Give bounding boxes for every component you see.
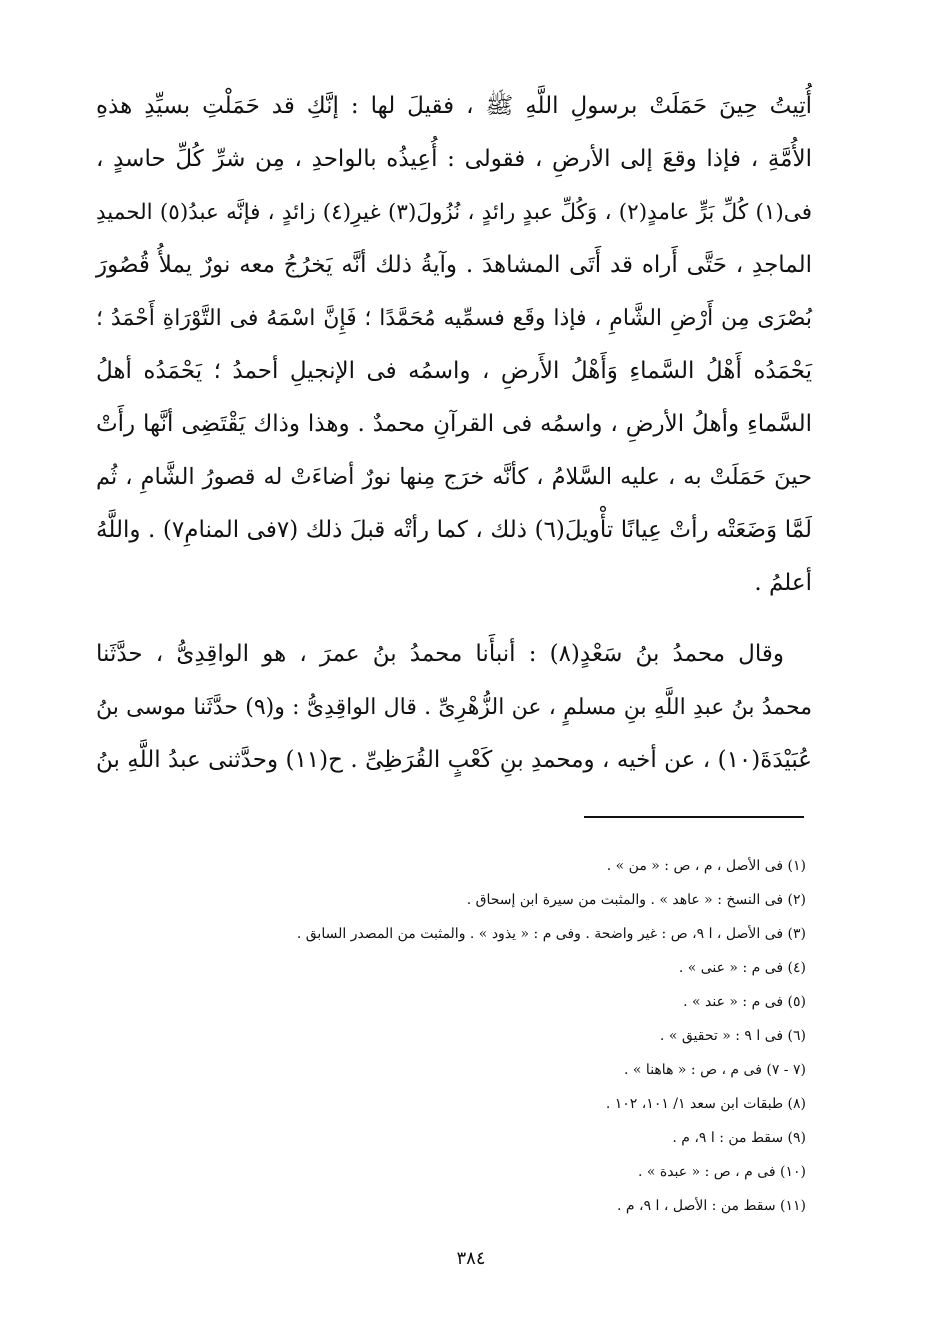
footnote: (٥) فى م : « عند » . [683,994,806,1010]
text-line: أعلمُ . [754,570,812,596]
text-line: الماجدِ ، حَتَّى أَراه قد أَتَى المشاهدَ . وآيةُ ذلك أنَّه يَخرُجُ معه نورٌ يملأُ قُصُورَ [96,252,812,278]
paragraph-2 [96,628,812,787]
text-line: بُصْرَى مِن أَرْضِ الشَّامِ ، فإذا وقَع فسمِّيه مُحَمَّدًا ؛ فَإِنَّ اسْمَهُ فى التَّوْرَاةِ أَحْمَدُ ؛ [96,306,812,331]
text-line: لَمَّا وَضَعَتْه رأتْ عِيانًا تأْويلَ(٦) ذلك ، كما رأتْه قبلَ ذلك (٧فى المنامِ٧) . واللَّهُ [96,517,813,543]
text-line: الأُمَّةِ ، فإذا وقعَ إلى الأرضِ ، فقولى : أُعِيذُه بالواحدِ ، مِن شرِّ كُلِّ حاسدٍ ، [96,146,812,172]
page-number: ٣٨٤ [456,1248,486,1269]
footnote: (٩) سقط من : ا ٩، م . [672,1130,806,1146]
footnote: (١٠) فى م ، ص : « عبدة » . [637,1164,806,1180]
text-line: محمدُ بنُ عبدِ اللَّهِ بنِ مسلمٍ ، عن الزُّهْرِىِّ . قال الواقِدِىُّ : و(٩) حدَّثَنا موسى بنُ [96,695,812,720]
text-line: فى(١) كُلِّ بَرٍّ عامدٍ(٢) ، وَكُلِّ عبدٍ رائدٍ ، نُزُولَ(٣) غيرِ(٤) زائدٍ ، فإنَّه عبدُ(٥) الحميدِ [96,200,813,225]
text-line: عُبَيْدَةَ(١٠) ، عن أخيه ، ومحمدِ بنِ كَعْبٍ القُرَظِىِّ . ح(١١) وحدَّثنى عبدُ اللَّهِ بنُ [96,747,812,773]
footnote: (٨) طبقات ابن سعد ١/ ١٠١، ١٠٢ . [605,1096,806,1112]
text-line: حينَ حَمَلَتْ به ، عليه السَّلامُ ، كأنَّه خرَج مِنها نورٌ أضاءَتْ له قصورُ الشَّامِ ، ثُم [96,464,812,490]
text-line: أُتِيتُ حِينَ حَمَلَتْ برسولِ اللَّهِ ﷺ ، فقيلَ لها : إنَّكِ قد حَمَلْتِ بسيِّدِ هذهِ [96,93,812,119]
text-line: السَّماءِ وأهلُ الأرضِ ، واسمُه فى القرآنِ محمدٌ . وهذا وذاك يَقْتَضِى أنَّها رأَتْ [96,411,812,437]
footnote: (٢) فى النسخ : « عاهد » . والمثبت من سيرة ابن إسحاق . [466,892,806,908]
text-line: وقال محمدُ بنُ سَعْدٍ(٨) : أنبأَنا محمدُ بنُ عمرَ ، هو الواقِدِىُّ ، حدَّثَنا [96,641,784,667]
footnotes [297,849,806,1223]
footnote: (٧ - ٧) فى م ، ص : « هاهنا » . [624,1062,806,1078]
footnote: (٣) فى الأصل ، ا ٩، ص : غير واضحة . وفى م : « يذود » . والمثبت من المصدر السابق . [296,926,806,942]
footnote: (٦) فى ا ٩ : « تحقيق » . [659,1028,806,1044]
footnote-separator [584,816,804,818]
footnote: (١) فى الأصل ، م ، ص : « من » . [606,858,806,874]
paragraph-1 [96,80,812,610]
text-line: يَحْمَدُه أَهْلُ السَّماءِ وَأَهْلُ الأَرضِ ، واسمُه فى الإنجيلِ أحمدُ ؛ يَحْمَدُه أهلُ [96,358,812,384]
footnote: (٤) فى م : « عنى » . [678,960,806,976]
footnote: (١١) سقط من : الأصل ، ا ٩، م . [617,1198,806,1214]
